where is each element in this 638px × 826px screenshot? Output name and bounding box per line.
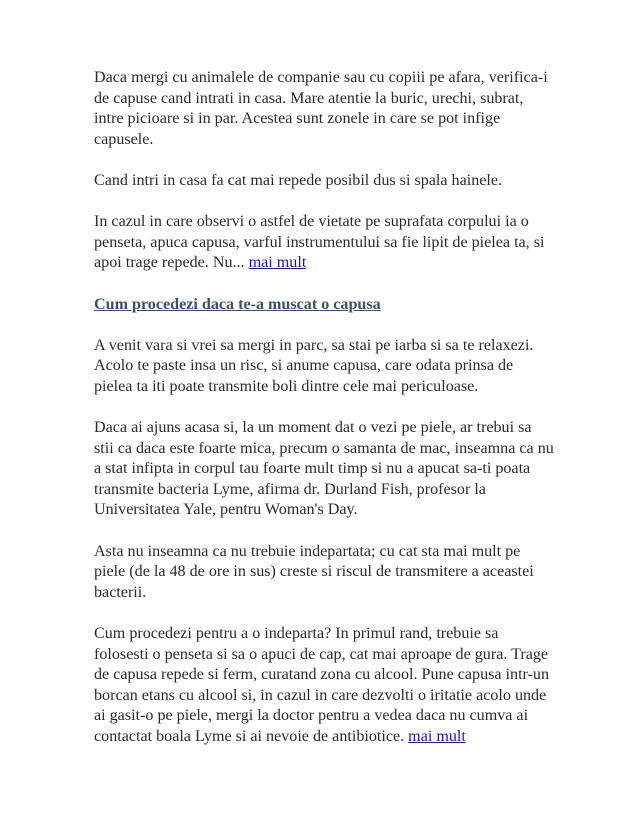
article-1-more-link[interactable]: mai mult — [248, 254, 307, 272]
article-1-paragraph-2: Cand intri in casa fa cat mai repede posibil dus si spala hainele. — [94, 171, 503, 189]
article-2-paragraph-3: Asta nu inseamna ca nu trebuie indepartata; cu cat sta mai mult pe piele (de la 48 de ore in sus) creste si riscul de transmitere a aceastei bacterii. — [94, 542, 534, 601]
article-2-more-link[interactable]: mai mult — [408, 728, 466, 745]
article-2-title[interactable]: Cum procedezi daca te-a muscat o capusa — [94, 295, 381, 313]
article-1-paragraph-3-text: In cazul in care observi o astfel de vietate pe suprafata corpului ia o penseta, apuca capusa, varful instrumentului sa fie lipit de pielea ta, si apoi trage repede. Nu... — [94, 213, 545, 272]
article-1-paragraph-3 — [94, 212, 554, 274]
document-page — [94, 68, 554, 768]
article-1-paragraph-1: Daca mergi cu animalele de companie sau cu copiii pe afara, verifica-i de capuse cand intrati in casa. Mare atentie la buric, urechi, subrat, intre picioare si in par. Acestea sunt zonele in care se pot infige capusele. — [94, 69, 548, 148]
article-2-paragraph-4-text: Cum procedezi pentru a o indeparta? In primul rand, trebuie sa folosesti o penseta si sa o apuci de cap, cat mai aproape de gura. Trage de capusa repede si ferm, curatand zona cu alcool. Pune capusa intr-un borcan etans cu alcool si, in cazul in care dezvolti o iritatie acolo unde ai gasit-o pe piele, mergi la doctor pentru a vedea daca nu cumva ai contactat boala Lyme si ai nevoie de antibiotice. — [94, 625, 550, 745]
article-2-paragraph-4 — [94, 624, 554, 748]
article-2-paragraph-2: Daca ai ajuns acasa si, la un moment dat o vezi pe piele, ar trebui sa stii ca daca este foarte mica, precum o samanta de mac, inseamna ca nu a stat infipta in corpul tau foarte mult timp si nu a apucat sa-ti poata transmite bacteria Lyme, afirma dr. Durland Fish, profesor la Universitatea Yale, pentru Woman's Day. — [94, 419, 554, 519]
article-2-paragraph-1: A venit vara si vrei sa mergi in parc, sa stai pe iarba si sa te relaxezi. Acolo te paste insa un risc, si anume capusa, care odata prinsa de pielea ta iti poate transmite boli dintre cele mai periculoase. — [94, 336, 534, 395]
